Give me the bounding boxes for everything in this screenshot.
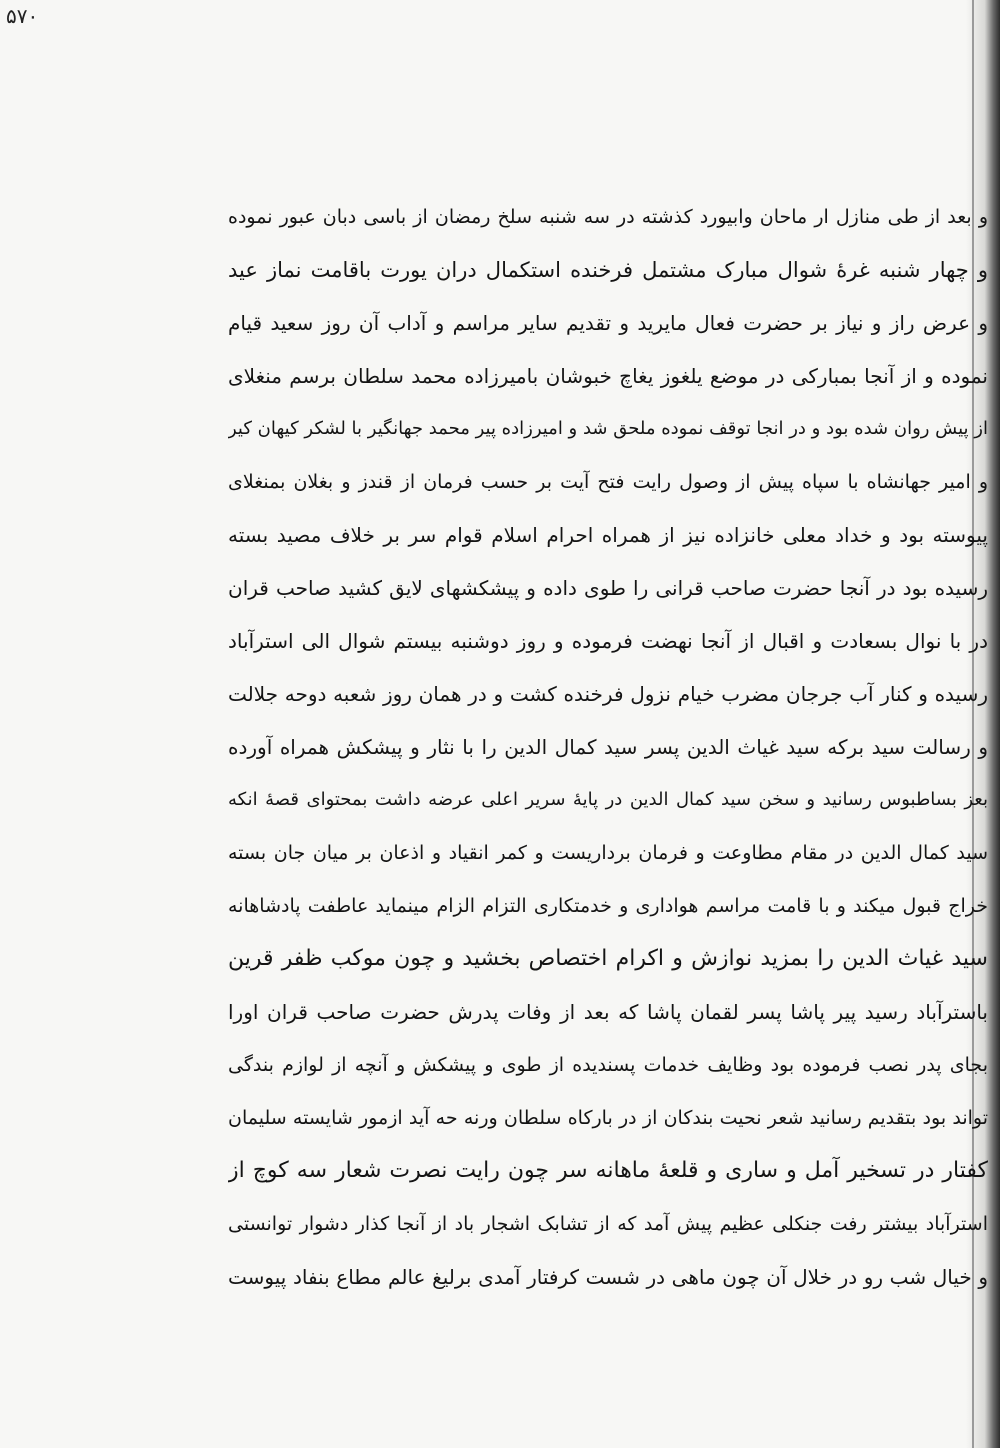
text-line-21: و خیال شب رو در خلال آن چون ماهی در شست کرفتار آمدی برلیغ عالم مطاع بنفاد پیوست xyxy=(228,1265,988,1289)
text-line-18: تواند بود بتقدیم رسانید شعر نحیت بندکان از در بارکاه سلطان ورنه حه آید ازمور شایسته سلیمان xyxy=(228,1107,988,1129)
text-line-12: بعز بساطبوس رسانید و سخن سید کمال الدین در پایهٔ سریر اعلی عرضه داشت بمحتوای قصهٔ انکه xyxy=(228,789,988,810)
text-line-17: بجای پدر نصب فرموده بود وظایف خدمات پسندیده از طوی و پیشکش و آنچه از لوازم بندگی xyxy=(228,1054,988,1076)
text-line-2: و چهار شنبه غرهٔ شوال مبارک مشتمل فرخنده استکمال دران یورت باقامت نماز عید xyxy=(228,258,988,282)
text-block xyxy=(228,190,988,1290)
text-line-4: نموده و از آنجا بمبارکی در موضع یلغوز یغاچ خبوشان بامیرزاده محمد سلطان برسم منغلای xyxy=(228,364,988,388)
text-line-7: پیوسته بود و خداد معلی خانزاده نیز از همراه احرام اسلام قوام سر بر خلاف مصید بسته xyxy=(228,523,988,547)
text-line-15: سید غیاث الدین را بمزید نوازش و اکرام اختصاص بخشید و چون موکب ظفر قرین xyxy=(228,946,988,971)
text-line-20: استرآباد بیشتر رفت جنکلی عظیم پیش آمد که از تشابک اشجار باد از آنجا کذار دشوار توانستی xyxy=(228,1213,988,1235)
text-line-8: رسیده بود در آنجا حضرت صاحب قرانی را طوی داده و پیشکشهای لایق کشید صاحب قران xyxy=(228,576,988,600)
text-line-1: و بعد از طی منازل ار ماحان وابیورد کذشته در سه شنبه سلخ رمضان از باسی دبان عبور نموده xyxy=(228,206,988,228)
text-line-6: و امیر جهانشاه با سپاه پیش از وصول رایت فتح آیت بر حسب فرمان از قندز و بغلان بمنغلای xyxy=(228,471,988,493)
text-line-11: و رسالت سید برکه سید غیاث الدین پسر سید کمال الدین را با نثار و پیشکش همراه آورده xyxy=(228,735,988,759)
text-line-5: از پیش روان شده بود و در انجا توقف نموده ملحق شد و امیرزاده پیر محمد جهانگیر با لشکر کیهان کیر xyxy=(228,418,988,439)
text-line-14: خراج قبول میکند و با قامت مراسم هواداری و خدمتکاری التزام الزام مینماید عاطفت پادشاهانه xyxy=(228,895,988,917)
text-line-3: و عرض راز و نیاز بر حضرت فعال مایرید و تقدیم سایر مراسم و آداب آن روز سعید قیام xyxy=(228,311,988,335)
text-line-10: رسیده و کنار آب جرجان مضرب خیام نزول فرخنده کشت و در همان روز شعبه دوحه جلالت xyxy=(228,682,988,706)
folio-number: ۵۷۰ xyxy=(6,4,39,28)
text-line-9: در با نوال بسعادت و اقبال از آنجا نهضت فرموده و روز دوشنبه بیستم شوال الی استرآباد xyxy=(228,629,988,653)
text-line-13: سید کمال الدین در مقام مطاوعت و فرمان برداریست و کمر انقیاد و اذعان بر میان جان بسته xyxy=(228,842,988,864)
text-line-16: باسترآباد رسید پیر پاشا پسر لقمان پاشا که بعد از وفات پدرش حضرت صاحب قران اورا xyxy=(228,1000,988,1024)
text-line-19: کفتار در تسخیر آمل و ساری و قلعهٔ ماهانه سر چون رایت نصرت شعار سه کوچ از xyxy=(228,1158,988,1183)
